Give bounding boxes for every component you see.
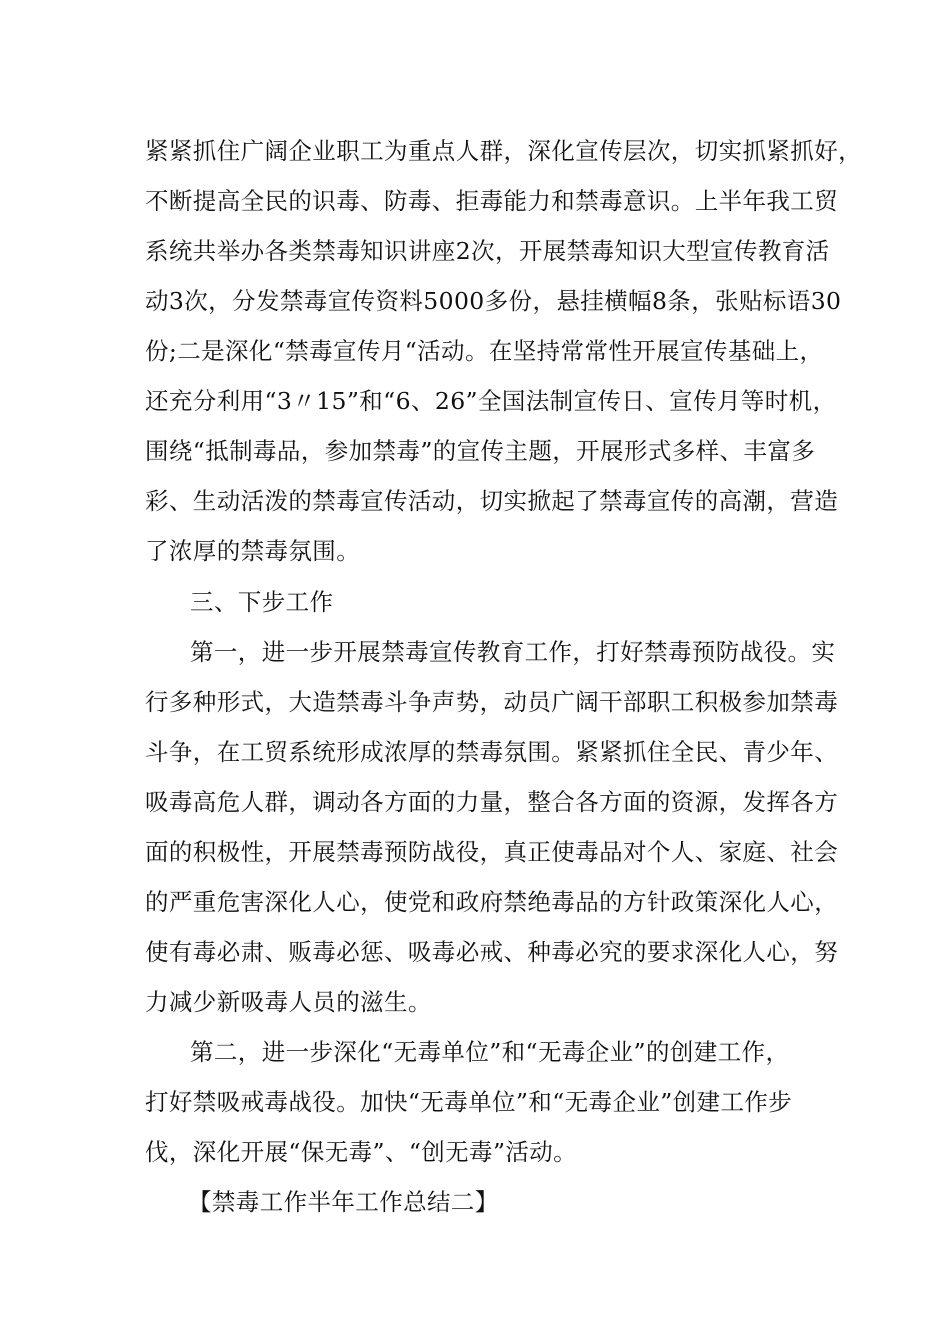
text-line: 力减少新吸毒人员的滋生。 [145, 988, 432, 1016]
section-heading: 三、下步工作 [190, 588, 334, 616]
text-line: 围绕“抵制毒品，参加禁毒”的宣传主题，开展形式多样、丰富多 [145, 437, 816, 465]
text-line: 不断提高全民的识毒、防毒、拒毒能力和禁毒意识。上半年我工贸 [145, 187, 839, 215]
text-line: 彩、生动活泼的禁毒宣传活动，切实掀起了禁毒宣传的高潮，营造 [145, 487, 839, 515]
text-line: 的严重危害深化人心，使党和政府禁绝毒品的方针政策深化人心， [145, 888, 839, 916]
text-line: 伐，深化开展“保无毒”、“创无毒”活动。 [145, 1138, 578, 1166]
paragraph-first-line: 第一，进一步开展禁毒宣传教育工作，打好禁毒预防战役。实 [190, 638, 836, 666]
text-line: 紧紧抓住广阔企业职工为重点人群，深化宣传层次，切实抓紧抓好， [145, 137, 862, 165]
text-line: 还充分利用“3〃15”和“6、26”全国法制宣传日、宣传月等时机， [145, 387, 837, 415]
text-line: 面的积极性，开展禁毒预防战役，真正使毒品对个人、家庭、社会 [145, 838, 839, 866]
text-line: 系统共举办各类禁毒知识讲座2次，开展禁毒知识大型宣传教育活 [145, 237, 830, 265]
text-line: 份;二是深化“禁毒宣传月“活动。在坚持常常性开展宣传基础上， [145, 337, 824, 365]
text-line: 使有毒必肃、贩毒必惩、吸毒必戒、种毒必究的要求深化人心，努 [145, 938, 839, 966]
text-line: 动3次，分发禁毒宣传资料5000多份，悬挂横幅8条，张贴标语30 [145, 287, 842, 315]
paragraph-first-line: 第二，进一步深化“无毒单位”和“无毒企业”的创建工作， [190, 1038, 790, 1066]
text-line: 了浓厚的禁毒氛围。 [145, 537, 361, 565]
text-line: 斗争，在工贸系统形成浓厚的禁毒氛围。紧紧抓住全民、青少年、 [145, 738, 839, 766]
next-section-heading: 【禁毒工作半年工作总结二】 [188, 1188, 499, 1216]
text-line: 打好禁吸戒毒战役。加快“无毒单位”和“无毒企业”创建工作步 [145, 1088, 793, 1116]
text-line: 吸毒高危人群，调动各方面的力量，整合各方面的资源，发挥各方 [145, 788, 839, 816]
text-line: 行多种形式，大造禁毒斗争声势，动员广阔干部职工积极参加禁毒 [145, 688, 839, 716]
